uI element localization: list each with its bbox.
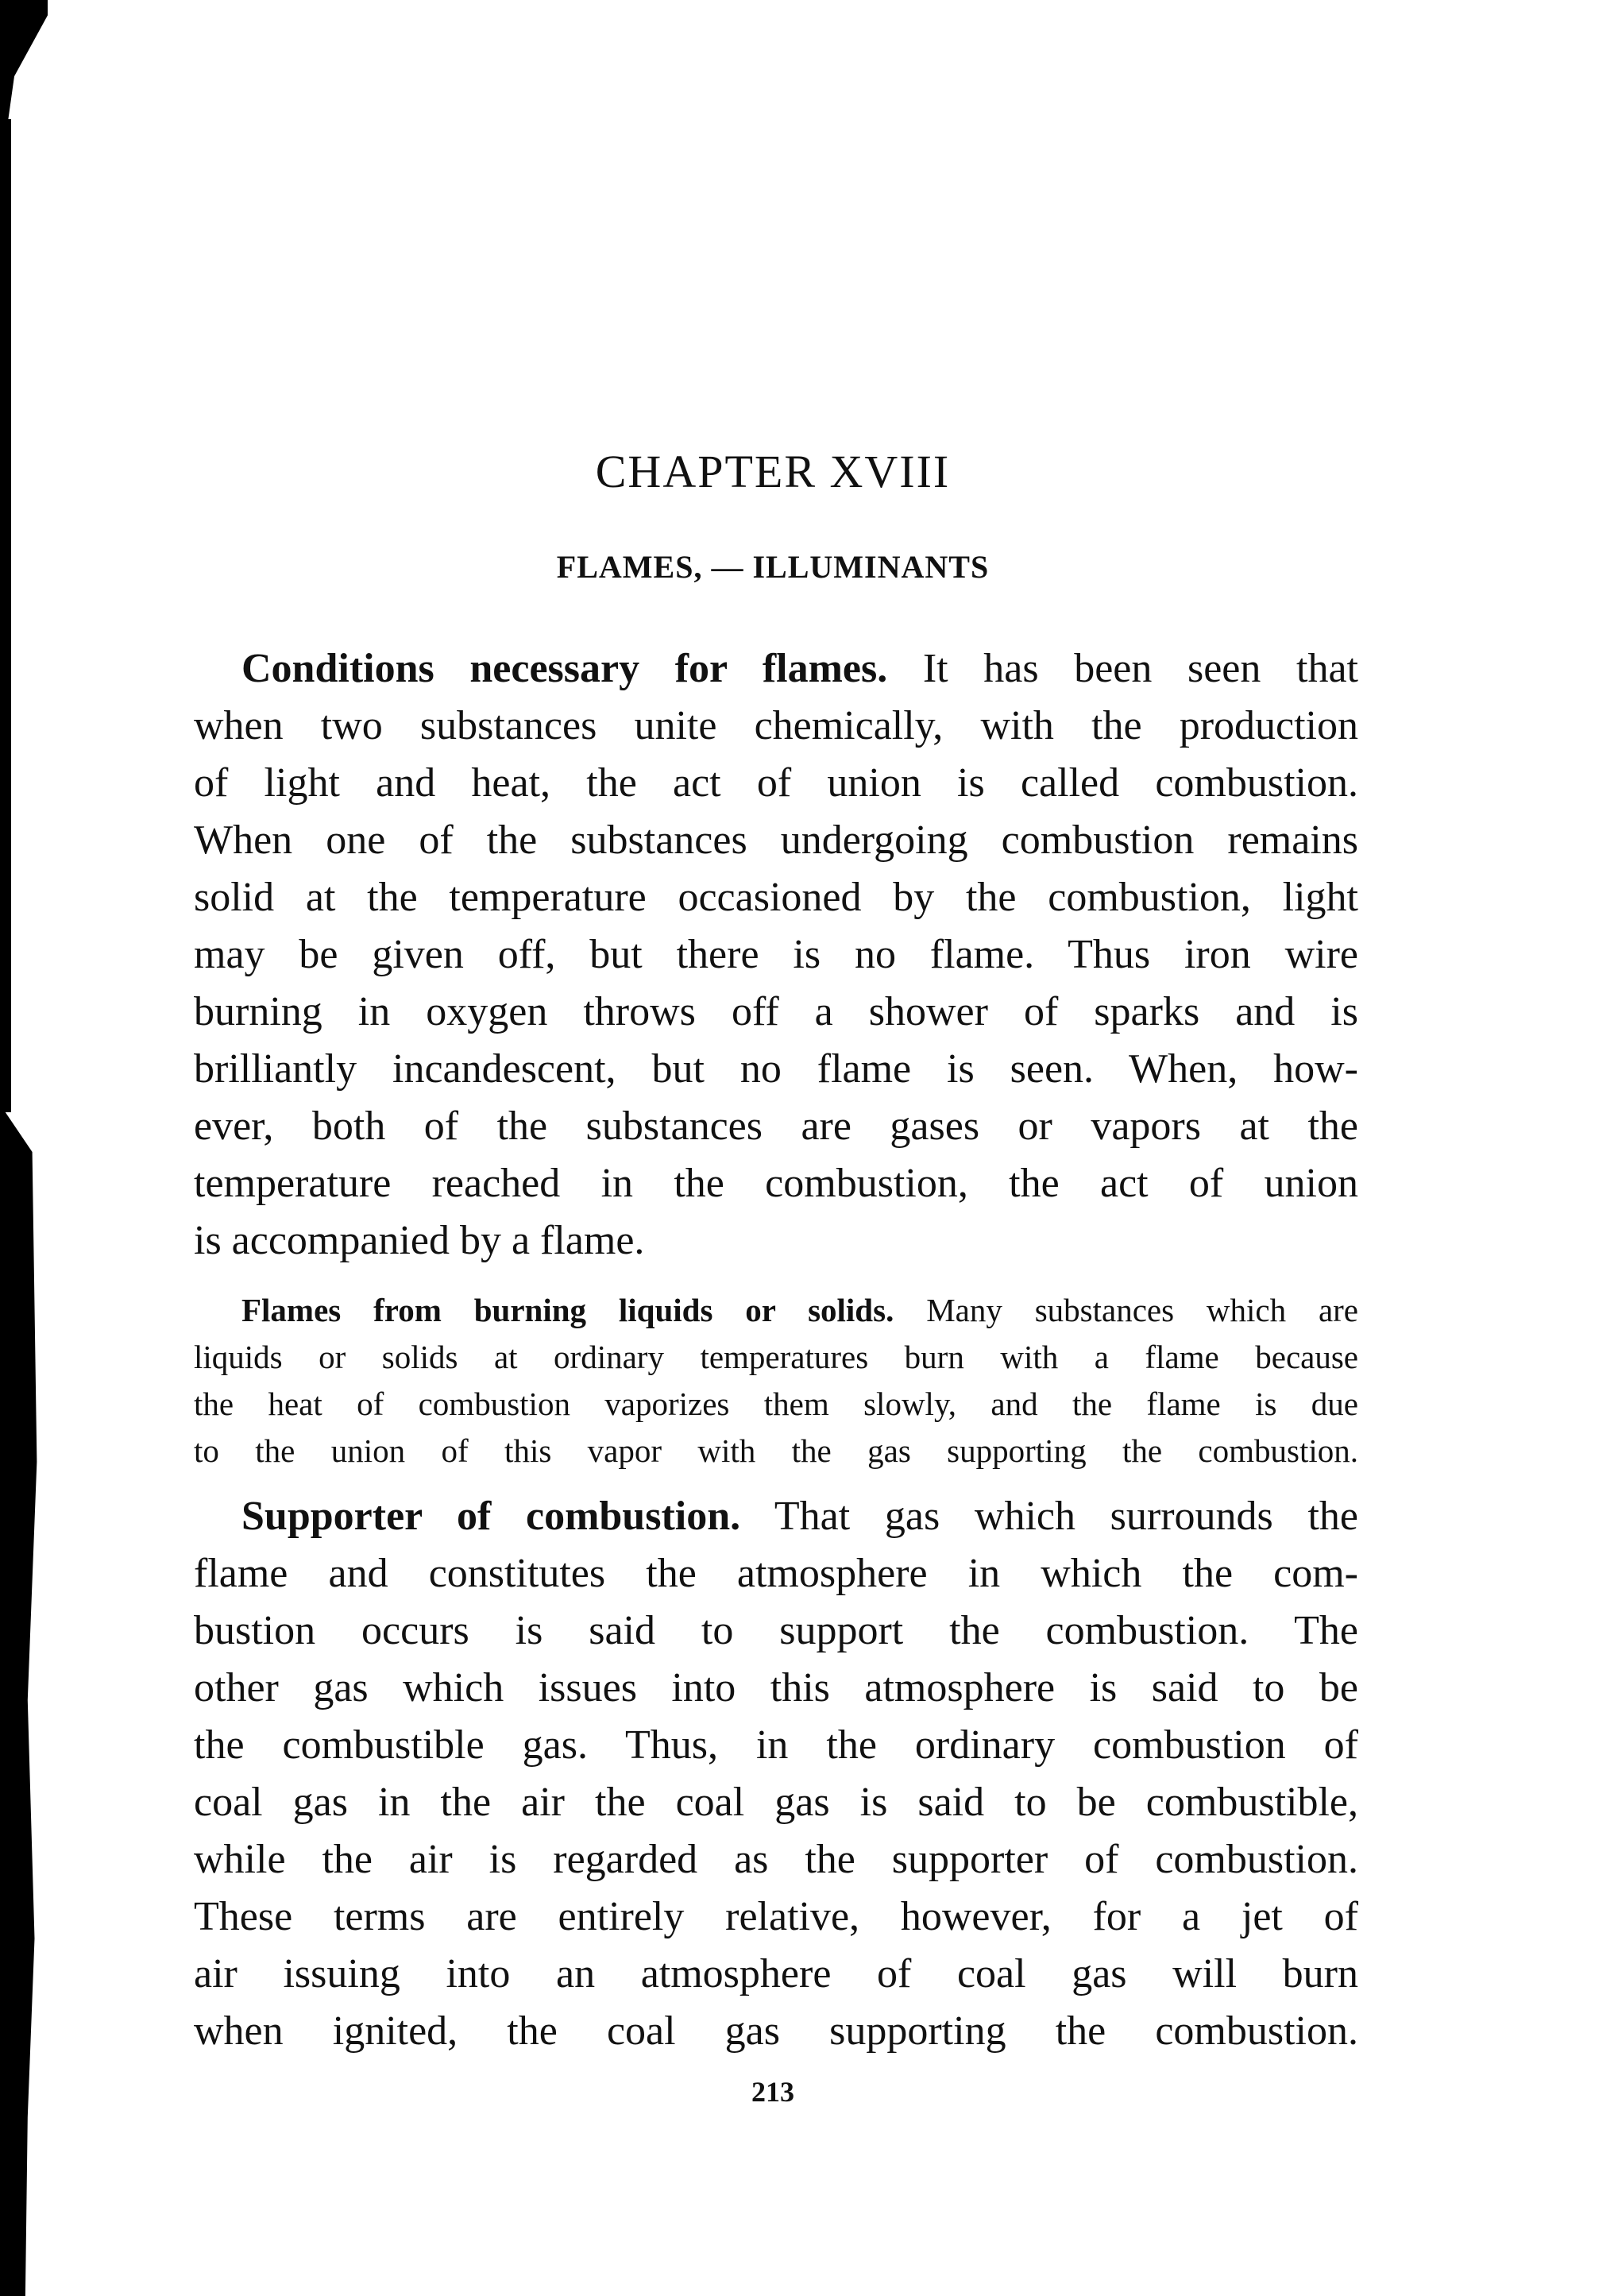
text-line: is accompanied by a flame. xyxy=(194,1218,645,1263)
chapter-title: CHAPTER XVIII xyxy=(595,446,951,497)
text-line: brilliantly incandescent, but no flame is seen. When, how- xyxy=(194,1046,1358,1092)
text-line: liquids or solids at ordinary temperatures burn with a flame because xyxy=(194,1339,1358,1375)
text-line: ever, both of the substances are gases or vapors at the xyxy=(194,1104,1358,1149)
text-line: These terms are entirely relative, however, for a jet of xyxy=(194,1894,1358,1939)
text-line: bustion occurs is said to support the combustion. The xyxy=(194,1608,1358,1653)
text-line: When one of the substances undergoing combustion remains xyxy=(194,818,1358,863)
text-line: of light and heat, the act of union is called combustion. xyxy=(194,760,1358,806)
scan-edge-thin xyxy=(0,119,11,1112)
page-number: 213 xyxy=(751,2076,794,2108)
section-title: FLAMES, — ILLUMINANTS xyxy=(556,549,990,585)
scan-edge-thick xyxy=(0,1104,46,2296)
paragraph-conditions xyxy=(194,640,1358,1270)
text-line: coal gas in the air the coal gas is said to be combustible, xyxy=(194,1780,1358,1825)
paragraph-lead: Conditions necessary for flames. xyxy=(241,646,888,691)
text-line: other gas which issues into this atmosphere is said to be xyxy=(194,1665,1358,1710)
text-line: the combustible gas. Thus, in the ordinary combustion of xyxy=(194,1722,1358,1768)
paragraph-lead: Flames from burning liquids or solids. xyxy=(241,1292,894,1328)
scan-edge-top xyxy=(0,0,48,127)
paragraph-first-line xyxy=(194,1287,1358,1334)
text-line: burning in oxygen throws off a shower of sparks and is xyxy=(194,989,1358,1034)
text-line: may be given off, but there is no flame. Thus iron wire xyxy=(194,932,1358,977)
text-line: while the air is regarded as the supporter of combustion. xyxy=(194,1837,1358,1882)
paragraph-supporter xyxy=(194,1488,1358,2060)
text-line: when ignited, the coal gas supporting the combustion. xyxy=(194,2008,1358,2054)
paragraph-lead: Supporter of combustion. xyxy=(241,1494,741,1539)
line-text: Many substances which are xyxy=(926,1292,1359,1328)
line-text: That gas which surrounds the xyxy=(774,1494,1359,1539)
text-line: air issuing into an atmosphere of coal gas will burn xyxy=(194,1951,1358,1996)
paragraph-first-line xyxy=(194,640,1358,698)
text-line: the heat of combustion vaporizes them slowly, and the flame is due xyxy=(194,1386,1358,1422)
text-line: solid at the temperature occasioned by the combustion, light xyxy=(194,875,1358,920)
paragraph-liquids-solids xyxy=(194,1287,1358,1475)
line-text: It has been seen that xyxy=(922,646,1358,691)
text-line: temperature reached in the combustion, the act of union xyxy=(194,1161,1358,1206)
text-line: to the union of this vapor with the gas supporting the combustion. xyxy=(194,1432,1358,1469)
text-line: when two substances unite chemically, with the production xyxy=(194,703,1358,748)
text-line: flame and constitutes the atmosphere in which the com- xyxy=(194,1551,1358,1596)
paragraph-first-line xyxy=(194,1488,1358,1545)
